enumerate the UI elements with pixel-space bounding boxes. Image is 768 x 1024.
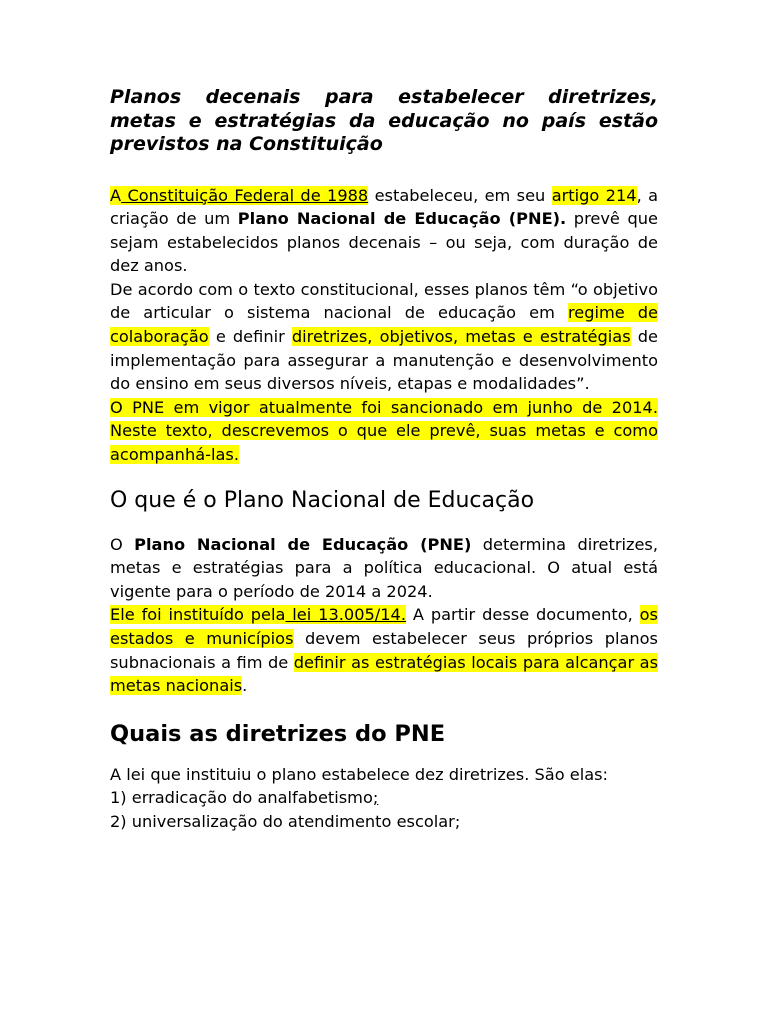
diretrizes-highlight: diretrizes, objetivos, metas e estratégias [291, 327, 631, 347]
instituido-highlight: Ele foi instituído pela [110, 605, 286, 625]
pne-vigor-highlight: O PNE em vigor atualmente foi sancionado em junho de 2014. Neste texto, descrevemos o que ele prevê, suas metas e como acompanhá-las. [110, 397, 658, 465]
regime-colaboracao-highlight: regime de colaboração [110, 303, 659, 347]
section-heading-diretrizes: Quais as diretrizes do PNE [110, 720, 446, 747]
list-item-tail: ; [372, 788, 379, 808]
list-item-text: 1) erradicação do analfabetismo [110, 788, 373, 808]
list-item [110, 786, 658, 810]
artigo-214-highlight: artigo 214 [551, 185, 637, 205]
intro-text-b: estabeleceu, em seu [368, 185, 552, 205]
intro-paragraph [110, 184, 658, 278]
pne-definition-paragraph [110, 533, 658, 604]
pne-bold: Plano Nacional de Educação (PNE). [237, 209, 567, 229]
section-heading-o-que-e: O que é o Plano Nacional de Educação [110, 487, 535, 513]
lei-paragraph [110, 603, 658, 697]
pne-name-bold: Plano Nacional de Educação (PNE) [134, 534, 472, 554]
list-item: 2) universalização do atendimento escolar; [110, 811, 461, 831]
def-text-a: O [110, 534, 135, 554]
intro-text-d: prevê que sejam estabelecidos planos decenais – ou seja, com duração de dez anos. [110, 209, 658, 276]
estados-municipios-highlight: os estados e municípios [110, 605, 658, 648]
diretrizes-intro: A lei que instituiu o plano estabelece dez diretrizes. São elas: [110, 764, 609, 784]
diretrizes-list [110, 763, 658, 834]
lei-text-b: devem estabelecer seus próprios planos subnacionais a fim de [110, 629, 658, 672]
intro-text-c: , a criação de um [110, 185, 658, 229]
document-title: Planos decenais para estabelecer diretrizes, metas e estratégias da educação no país estão previstos na Constituição [110, 86, 658, 155]
estrategias-locais-highlight: definir as estratégias locais para alcançar as metas nacionais [110, 652, 658, 696]
document-content [110, 86, 658, 834]
lei-text-c: . [242, 676, 248, 696]
pne-vigor-paragraph [110, 396, 658, 467]
const-text-c: de implementação para assegurar a manutenção e desenvolvimento do ensino em seus diversos níveis, etapas e modalidades”. [110, 327, 658, 394]
intro-a: A [110, 185, 122, 205]
constituicao-link[interactable]: Constituição Federal de 1988 [121, 185, 369, 205]
def-text-b: determina diretrizes, metas e estratégias para a política educacional. O atual está vigente para o período de 2014 a 2024. [110, 534, 659, 601]
lei-text-a: A partir desse documento, [406, 605, 640, 625]
lei-13005-link[interactable]: lei 13.005/14. [285, 605, 406, 625]
const-text-b: e definir [208, 327, 292, 347]
constitutional-text-paragraph [110, 278, 658, 396]
const-text-a: De acordo com o texto constitucional, esses planos têm “o objetivo de articular o sistema nacional de educação em [110, 279, 658, 323]
